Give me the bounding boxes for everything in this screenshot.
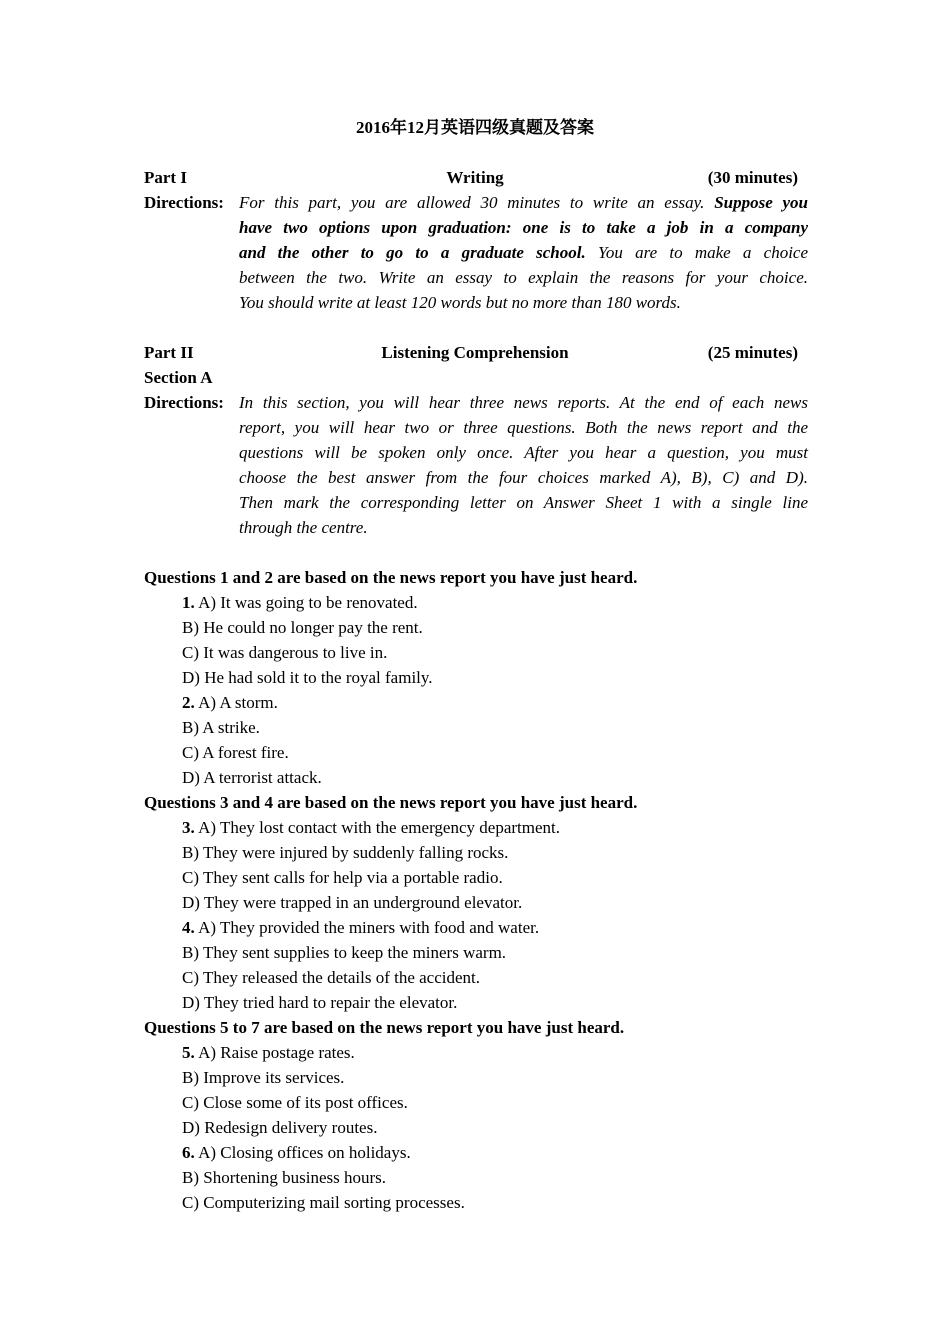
directions-line	[0, 490, 950, 515]
text-segment: You should write at least 120 words but no more than 180 words.	[239, 293, 681, 312]
option-line	[182, 665, 433, 690]
answer-option	[0, 615, 950, 640]
directions-text: questions will be spoken only once. After you hear a question, you must	[239, 443, 808, 462]
option-text: D) They were trapped in an underground elevator.	[182, 893, 523, 912]
answer-option	[0, 1190, 950, 1215]
part-time: (25 minutes)	[707, 343, 798, 362]
part2-heading	[0, 340, 950, 365]
answer-option	[0, 665, 950, 690]
answer-option	[0, 965, 950, 990]
option-line	[182, 965, 480, 990]
text-segment: between the two. Write an essay to explain the reasons for your choice.	[239, 268, 808, 287]
option-line	[182, 1165, 386, 1190]
directions-line	[0, 465, 950, 490]
answer-option	[0, 865, 950, 890]
option-line	[182, 740, 289, 765]
option-text: D) They tried hard to repair the elevator.	[182, 993, 458, 1012]
answer-option	[0, 1165, 950, 1190]
directions-text	[239, 240, 808, 265]
answer-option	[0, 1040, 950, 1065]
option-text: A) They lost contact with the emergency department.	[198, 818, 560, 837]
directions-text: choose the best answer from the four choices marked A), B), C) and D).	[239, 468, 808, 487]
directions-label: Directions:	[144, 193, 224, 212]
directions-text	[239, 215, 808, 240]
directions-text	[239, 290, 808, 315]
emphasis-text: Suppose you	[714, 193, 809, 212]
answer-option	[0, 940, 950, 965]
option-text: C) Close some of its post offices.	[182, 1093, 408, 1112]
option-text: B) A strike.	[182, 718, 260, 737]
answer-option	[0, 715, 950, 740]
answer-option	[0, 765, 950, 790]
answer-option	[0, 740, 950, 765]
directions-text	[239, 190, 808, 215]
emphasis-text: have two options upon graduation: one is to take a job in a company	[239, 218, 808, 237]
option-line	[182, 590, 418, 615]
option-line	[182, 890, 522, 915]
question-number: 6.	[182, 1143, 195, 1162]
directions-line	[0, 265, 950, 290]
option-line	[182, 1065, 344, 1090]
question-group-header	[0, 790, 950, 815]
option-text: C) It was dangerous to live in.	[182, 643, 388, 662]
question-number: 4.	[182, 918, 195, 937]
option-line	[182, 615, 423, 640]
answer-option	[0, 815, 950, 840]
answer-option	[0, 1090, 950, 1115]
option-text: A) It was going to be renovated.	[198, 593, 418, 612]
section-label: Section A	[144, 368, 213, 387]
text-segment: You are to make a choice	[585, 243, 809, 262]
option-line	[182, 915, 539, 940]
answer-option	[0, 590, 950, 615]
option-text: B) Shortening business hours.	[182, 1168, 386, 1187]
directions-line	[0, 190, 950, 215]
option-line	[182, 1040, 355, 1065]
option-line	[182, 715, 260, 740]
option-text: C) Computerizing mail sorting processes.	[182, 1193, 465, 1212]
option-line	[182, 940, 506, 965]
part-label: Part II	[144, 343, 194, 362]
directions-label: Directions:	[144, 393, 224, 412]
option-line	[182, 640, 387, 665]
option-text: B) He could no longer pay the rent.	[182, 618, 423, 637]
part1-heading	[0, 165, 950, 190]
option-text: D) He had sold it to the royal family.	[182, 668, 433, 687]
option-text: A) They provided the miners with food and water.	[198, 918, 540, 937]
answer-option	[0, 640, 950, 665]
option-text: D) A terrorist attack.	[182, 768, 322, 787]
question-number: 1.	[182, 593, 195, 612]
question-number: 2.	[182, 693, 195, 712]
answer-option	[0, 890, 950, 915]
document-page	[0, 115, 950, 1215]
answer-option	[0, 1115, 950, 1140]
answer-option	[0, 690, 950, 715]
answer-option	[0, 990, 950, 1015]
part-name: Writing	[446, 168, 504, 187]
option-line	[182, 1190, 465, 1215]
directions-text: In this section, you will hear three news reports. At the end of each news	[239, 393, 808, 412]
part-name: Listening Comprehension	[381, 343, 569, 362]
directions-text: Then mark the corresponding letter on Answer Sheet 1 with a single line	[239, 493, 808, 512]
option-text: B) Improve its services.	[182, 1068, 345, 1087]
option-text: C) They sent calls for help via a portable radio.	[182, 868, 503, 887]
option-text: C) A forest fire.	[182, 743, 289, 762]
directions-text: report, you will hear two or three questions. Both the news report and the	[239, 418, 808, 437]
directions-line	[0, 515, 950, 540]
option-text: A) Raise postage rates.	[198, 1043, 355, 1062]
answer-option	[0, 1065, 950, 1090]
option-text: B) They sent supplies to keep the miners warm.	[182, 943, 507, 962]
option-line	[182, 1090, 408, 1115]
option-line	[182, 990, 457, 1015]
option-line	[182, 765, 322, 790]
directions-line	[0, 240, 950, 265]
answer-option	[0, 1140, 950, 1165]
text-segment: For this part, you are allowed 30 minutes to write an essay.	[239, 193, 715, 212]
option-line	[182, 865, 503, 890]
option-text: A) A storm.	[198, 693, 278, 712]
directions-line	[0, 415, 950, 440]
option-line	[182, 1115, 377, 1140]
option-text: C) They released the details of the accident.	[182, 968, 481, 987]
directions-line	[0, 390, 950, 415]
emphasis-text: and the other to go to a graduate school.	[239, 243, 586, 262]
answer-option	[0, 915, 950, 940]
part-time: (30 minutes)	[707, 168, 798, 187]
directions-line	[0, 440, 950, 465]
option-line	[182, 815, 560, 840]
option-text: B) They were injured by suddenly falling rocks.	[182, 843, 509, 862]
question-group-heading: Questions 5 to 7 are based on the news report you have just heard.	[144, 1018, 625, 1037]
question-group-header	[0, 565, 950, 590]
directions-line	[0, 215, 950, 240]
option-text: A) Closing offices on holidays.	[198, 1143, 411, 1162]
part-label: Part I	[144, 168, 187, 187]
option-line	[182, 840, 508, 865]
directions-text	[239, 265, 808, 290]
question-group-header	[0, 1015, 950, 1040]
document-title: 2016年12月英语四级真题及答案	[356, 118, 594, 137]
option-text: D) Redesign delivery routes.	[182, 1118, 378, 1137]
question-number: 3.	[182, 818, 195, 837]
directions-text: through the centre.	[239, 518, 368, 537]
directions-line	[0, 290, 950, 315]
option-line	[182, 690, 278, 715]
question-group-heading: Questions 1 and 2 are based on the news report you have just heard.	[144, 568, 638, 587]
option-line	[182, 1140, 411, 1165]
question-group-heading: Questions 3 and 4 are based on the news report you have just heard.	[144, 793, 638, 812]
question-number: 5.	[182, 1043, 195, 1062]
answer-option	[0, 840, 950, 865]
